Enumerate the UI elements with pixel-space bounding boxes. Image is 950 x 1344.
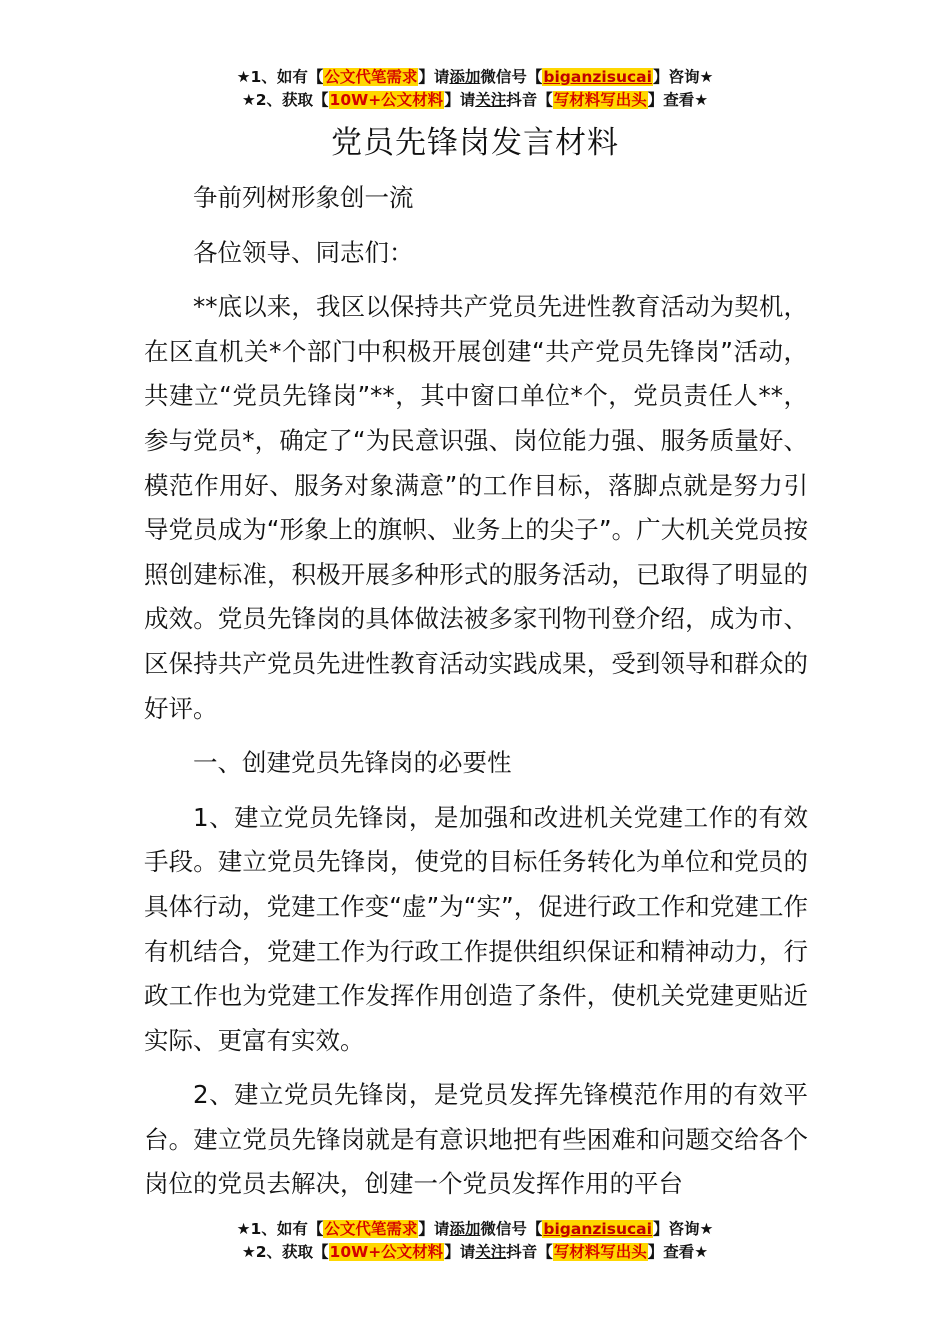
banner-underlined-text: 添加	[449, 1220, 481, 1238]
section-heading: 一、创建党员先锋岗的必要性	[193, 748, 512, 778]
banner-text: ★2、获取【	[241, 91, 329, 109]
banner-text: 微信号【	[480, 1220, 543, 1238]
banner-line-2	[0, 89, 950, 112]
banner-text: 】查看★	[647, 91, 709, 109]
banner-highlight: 10W+公文材料	[329, 1243, 444, 1261]
banner-line-2	[0, 1241, 950, 1264]
banner-text: 抖音【	[506, 1243, 553, 1261]
banner-highlight: 写材料写出头	[553, 91, 647, 109]
paragraph-point-2: 2、建立党员先锋岗，是党员发挥先锋模范作用的有效平台。建立党员先锋岗就是有意识地把有些困难和问题交给各个岗位的党员去解决，创建一个党员发挥作用的平台	[144, 1080, 808, 1199]
salutation: 各位领导、同志们：	[193, 237, 414, 267]
banner-highlight: 公文代笔需求	[324, 68, 418, 86]
banner-text: 微信号【	[480, 68, 543, 86]
banner-highlight: 写材料写出头	[553, 1243, 647, 1261]
paragraph-point-1: 1、建立党员先锋岗，是加强和改进机关党建工作的有效手段。建立党员先锋岗，使党的目标任务转化为单位和党员的具体行动，党建工作变“虚”为“实”，促进行政工作和党建工作有机结合，党建工作为行政工作提供组织保证和精神动力，行政工作也为党建工作发挥作用创造了条件，使机关党建更贴近实际、更富有实效。	[144, 802, 808, 1055]
banner-text: 】查看★	[647, 1243, 709, 1261]
document-title: 党员先锋岗发言材料	[331, 125, 619, 161]
banner-text: ★1、如有【	[236, 1220, 324, 1238]
banner-text: ★1、如有【	[236, 68, 324, 86]
banner-text: 】请	[418, 1220, 450, 1238]
document-body	[144, 176, 808, 1207]
document-subtitle: 争前列树形象创一流	[193, 183, 414, 212]
banner-text: 】请	[444, 1243, 476, 1261]
wechat-id-link[interactable]: biganzisucai	[543, 1220, 652, 1238]
banner-text: 】咨询★	[652, 68, 714, 86]
wechat-id-link[interactable]: biganzisucai	[543, 68, 652, 86]
banner-underlined-text: 关注	[475, 1243, 507, 1261]
banner-highlight: 公文代笔需求	[324, 1220, 418, 1238]
banner-text: 】咨询★	[652, 1220, 714, 1238]
banner-highlight: 10W+公文材料	[329, 91, 444, 109]
footer-banner	[0, 1218, 950, 1264]
banner-line-1	[0, 1218, 950, 1241]
banner-text: 】请	[418, 68, 450, 86]
banner-text: 】请	[444, 91, 476, 109]
paragraph-intro: **底以来，我区以保持共产党员先进性教育活动为契机，在区直机关*个部门中积极开展创建“共产党员先锋岗”活动，共建立“党员先锋岗”**，其中窗口单位*个，党员责任人**，参与党员*，确定了“为民意识强、岗位能力强、服务质量好、模范作用好、服务对象满意”的工作目标，落脚点就是努力引导党员成为“形象上的旗帜、业务上的尖子”。广大机关党员按照创建标准，积极开展多种形式的服务活动，已取得了明显的成效。党员先锋岗的具体做法被多家刊物刊登介绍，成为市、区保持共产党员先进性教育活动实践成果，受到领导和群众的好评。	[144, 292, 808, 723]
banner-underlined-text: 添加	[449, 68, 481, 86]
banner-text: 抖音【	[506, 91, 553, 109]
header-banner	[0, 66, 950, 112]
banner-line-1	[0, 66, 950, 89]
banner-text: ★2、获取【	[241, 1243, 329, 1261]
banner-underlined-text: 关注	[475, 91, 507, 109]
